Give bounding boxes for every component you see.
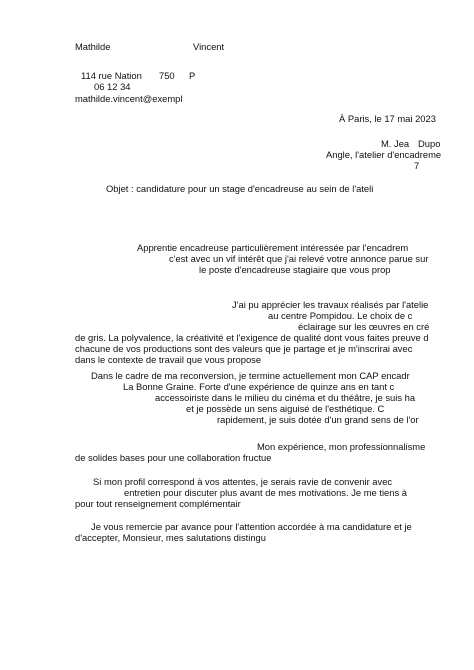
paragraph-3-line-2: La Bonne Graine. Forte d'une expérience de quinze ans en tant c [123,381,395,392]
sender-last-name: Vincent [193,41,225,52]
recipient-address-fragment: 7 [414,160,420,171]
sender-city: P [189,70,196,81]
paragraph-5-line-1: Si mon profil correspond à vos attentes, je serais ravie de convenir avec [93,476,393,487]
paragraph-2-line-3: éclairage sur les œuvres en cré [298,321,430,332]
sender-postcode: 750 [159,70,175,81]
paragraph-3-line-5: rapidement, je suis dotée d'un grand sens de l'or [217,414,419,425]
paragraph-4-line-1: Mon expérience, mon professionnalisme [257,441,426,452]
paragraph-3-line-1: Dans le cadre de ma reconversion, je termine actuellement mon CAP encadr [91,370,410,381]
paragraph-2-line-4: de gris. La polyvalence, la créativité et l'exigence de qualité dont vous faites preuve d [75,332,429,343]
paragraph-3-line-3: accessoiriste dans le milieu du cinéma et du théâtre, je suis ha [155,392,416,403]
paragraph-1-line-3: le poste d'encadreuse stagiaire que vous prop [199,264,391,275]
paragraph-5-line-2: entretien pour discuter plus avant de mes motivations. Je me tiens à [124,487,407,498]
paragraph-5-line-3: pour tout renseignement complémentair [75,498,241,509]
paragraph-6-line-2: d'accepter, Monsieur, mes salutations distingu [75,532,266,543]
paragraph-2-line-2: au centre Pompidou. Le choix de c [268,310,413,321]
paragraph-3-line-4: et je possède un sens aiguisé de l'esthétique. C [186,403,385,414]
sender-street: 114 rue Nation [81,70,142,81]
paragraph-2-line-6: dans le contexte de travail que vous propose [75,354,262,365]
sender-first-name: Mathilde [75,41,111,52]
paragraph-1-line-2: c'est avec un vif intérêt que j'ai relevé votre annonce parue sur [169,253,429,264]
paragraph-2-line-1: J'ai pu apprécier les travaux réalisés par l'atelie [232,299,429,310]
recipient-name-first: M. Jea [381,138,410,149]
paragraph-2-line-5: chacune de vos productions sont des valeurs que je partage et je m'inscrirai avec [75,343,413,354]
sender-phone: 06 12 34 [94,81,131,92]
paragraph-1-line-1: Apprentie encadreuse particulièrement intéressée par l'encadrem [137,242,409,253]
letter-subject: Objet : candidature pour un stage d'encadreuse au sein de l'ateli [106,183,374,194]
sender-email: mathilde.vincent@exempl [75,93,183,104]
paragraph-6-line-1: Je vous remercie par avance pour l'attention accordée à ma candidature et je [91,521,412,532]
recipient-company: Angle, l'atelier d'encadreme [326,149,442,160]
recipient-name-last: Dupo [418,138,441,149]
paragraph-4-line-2: de solides bases pour une collaboration fructue [75,452,272,463]
place-date: À Paris, le 17 mai 2023 [339,113,436,124]
